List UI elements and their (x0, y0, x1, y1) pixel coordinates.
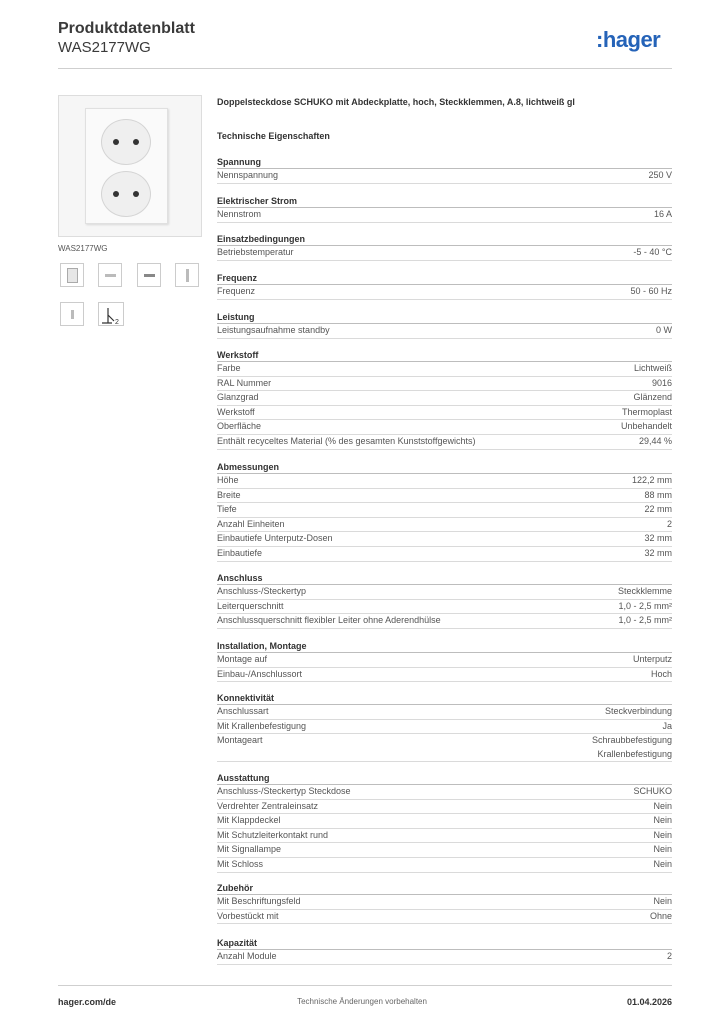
spec-key: Betriebstemperatur (217, 247, 294, 257)
spec-value: -5 - 40 °C (633, 247, 672, 257)
spec-key: Vorbestückt mit (217, 910, 279, 921)
spec-section (217, 772, 672, 873)
spec-row (217, 600, 672, 615)
spec-row (217, 406, 672, 421)
spec-value: Nein (653, 896, 672, 906)
spec-row (217, 391, 672, 406)
spec-row (217, 950, 672, 965)
technical-properties-heading: Technische Eigenschaften (217, 131, 330, 141)
spec-row (217, 208, 672, 223)
spec-row (217, 489, 672, 504)
spec-value: 50 - 60 Hz (630, 286, 672, 296)
spec-row (217, 503, 672, 518)
spec-section-title: Ausstattung (217, 772, 672, 785)
product-image (58, 95, 202, 237)
hager-logo-text: :hager (596, 27, 661, 52)
spec-section (217, 882, 672, 924)
socket-top (101, 119, 151, 165)
footer-disclaimer: Technische Änderungen vorbehalten (297, 997, 427, 1006)
spec-section (217, 349, 672, 450)
spec-value: Nein (653, 858, 672, 869)
spec-value: Ja (662, 720, 672, 731)
spec-key: Glanzgrad (217, 392, 259, 403)
spec-value: 16 A (653, 209, 672, 219)
spec-row (217, 246, 672, 261)
spec-key: Montage auf (217, 654, 268, 664)
spec-value: Unbehandelt (620, 421, 672, 432)
hager-logo (596, 26, 660, 54)
spec-section-title: Abmessungen (217, 461, 672, 474)
thumbnail-dimension-drawing[interactable] (175, 263, 199, 287)
spec-value: 1,0 - 2,5 mm² (618, 600, 672, 611)
thumbnail-wiring-diagram[interactable] (98, 302, 124, 326)
spec-value: Glänzend (633, 392, 672, 403)
spec-value: Lichtweiß (633, 363, 672, 373)
spec-section (217, 640, 672, 682)
spec-section (217, 272, 672, 300)
spec-value: 22 mm (644, 504, 672, 515)
spec-row (217, 614, 672, 629)
spec-key: Anschlussquerschnitt flexibler Leiter ohne Aderendhülse (217, 615, 441, 626)
spec-key: Höhe (217, 475, 239, 485)
spec-key: Einbau-/Anschlussort (217, 668, 303, 679)
spec-value: 0 W (655, 325, 672, 335)
spec-key: Werkstoff (217, 406, 255, 417)
spec-value: Steckverbindung (604, 706, 672, 716)
spec-key: Breite (217, 489, 241, 500)
spec-row (217, 362, 672, 377)
spec-value: 122,2 mm (631, 475, 672, 485)
spec-key: Mit Schutzleiterkontakt rund (217, 829, 329, 840)
spec-section (217, 311, 672, 339)
spec-value: Ohne (649, 910, 672, 921)
spec-value: Thermoplast (621, 406, 672, 417)
spec-key: Mit Signallampe (217, 844, 282, 855)
spec-key: Enthält recyceltes Material (% des gesamten Kunststoffgewichts) (217, 435, 476, 446)
thumbnail-front-view[interactable] (60, 263, 84, 287)
spec-row (217, 169, 672, 184)
spec-value: 250 V (648, 170, 672, 180)
spec-value: Nein (653, 800, 672, 811)
wiring-multiplier-label: 2 (115, 319, 119, 326)
spec-section-title: Anschluss (217, 572, 672, 585)
spec-section-title: Elektrischer Strom (217, 195, 672, 208)
spec-section-title: Einsatzbedingungen (217, 233, 672, 246)
header-divider (58, 68, 672, 69)
socket-pin (113, 191, 119, 197)
spec-section-title: Kapazität (217, 937, 672, 950)
spec-row (217, 420, 672, 435)
spec-row (217, 653, 672, 668)
spec-row (217, 377, 672, 392)
spec-key: Mit Schloss (217, 858, 264, 869)
spec-key: Anschlussart (217, 706, 269, 716)
spec-key: Oberfläche (217, 421, 262, 432)
spec-row (217, 910, 672, 925)
spec-key: Farbe (217, 363, 241, 373)
spec-row (217, 829, 672, 844)
socket-pin (133, 191, 139, 197)
product-description: Doppelsteckdose SCHUKO mit Abdeckplatte, hoch, Steckklemmen, A.8, lichtweiß gl (217, 97, 575, 107)
spec-key: Nennspannung (217, 170, 279, 180)
spec-value: Nein (653, 815, 672, 826)
spec-section-title: Installation, Montage (217, 640, 672, 653)
spec-row (217, 668, 672, 683)
socket-pin (133, 139, 139, 145)
spec-section (217, 692, 672, 762)
spec-section (217, 195, 672, 223)
thumbnail-top-view[interactable] (137, 263, 161, 287)
spec-value: Schraubbefestigung Krallenbefestigung (591, 735, 672, 759)
spec-section-title: Frequenz (217, 272, 672, 285)
spec-key: Einbautiefe Unterputz-Dosen (217, 533, 333, 544)
wiring-diagram-icon (99, 303, 125, 327)
spec-row (217, 705, 672, 720)
spec-section (217, 156, 672, 184)
spec-key: Mit Beschriftungsfeld (217, 896, 301, 906)
spec-row (217, 585, 672, 600)
spec-key: Mit Krallenbefestigung (217, 720, 307, 731)
spec-value: 88 mm (644, 489, 672, 500)
thumbnail-side-view[interactable] (98, 263, 122, 287)
socket-pin (113, 139, 119, 145)
spec-key: Leistungsaufnahme standby (217, 325, 330, 335)
spec-value: SCHUKO (633, 786, 672, 796)
spec-row (217, 474, 672, 489)
socket-bottom (101, 171, 151, 217)
product-image-caption: WAS2177WG (58, 244, 108, 253)
spec-row (217, 285, 672, 300)
spec-value: Steckklemme (617, 586, 672, 596)
spec-key: Anschluss-/Steckertyp Steckdose (217, 786, 351, 796)
spec-key: Montageart (217, 735, 263, 746)
spec-key: Anschluss-/Steckertyp (217, 586, 307, 596)
spec-section-title: Leistung (217, 311, 672, 324)
thumbnail-detail-drawing[interactable] (60, 302, 84, 326)
spec-row (217, 547, 672, 562)
spec-row (217, 324, 672, 339)
spec-value: 29,44 % (638, 435, 672, 446)
spec-section (217, 572, 672, 629)
spec-section-title: Konnektivität (217, 692, 672, 705)
spec-section-title: Spannung (217, 156, 672, 169)
spec-section-title: Zubehör (217, 882, 672, 895)
spec-row (217, 435, 672, 450)
product-code: WAS2177WG (58, 39, 151, 56)
spec-key: Anzahl Module (217, 951, 277, 961)
footer-date: 01.04.2026 (626, 997, 672, 1007)
spec-section (217, 937, 672, 965)
spec-value: 2 (666, 518, 672, 529)
spec-value: Hoch (650, 668, 672, 679)
spec-key: Leiterquerschnitt (217, 600, 284, 611)
spec-key: Verdrehter Zentraleinsatz (217, 800, 319, 811)
spec-key: Anzahl Einheiten (217, 518, 285, 529)
spec-value: 32 mm (644, 533, 672, 544)
spec-row (217, 814, 672, 829)
spec-key: Tiefe (217, 504, 237, 515)
spec-key: Frequenz (217, 286, 256, 296)
footer-divider (58, 985, 672, 986)
spec-value: Nein (653, 829, 672, 840)
spec-value: Nein (653, 844, 672, 855)
spec-value: 1,0 - 2,5 mm² (618, 615, 672, 626)
spec-row (217, 800, 672, 815)
spec-key: Nennstrom (217, 209, 262, 219)
spec-key: Mit Klappdeckel (217, 815, 281, 826)
spec-row (217, 843, 672, 858)
document-title: Produktdatenblatt (58, 20, 195, 37)
spec-value: 32 mm (644, 547, 672, 558)
spec-key: Einbautiefe (217, 547, 263, 558)
spec-row (217, 785, 672, 800)
spec-row (217, 720, 672, 735)
spec-value: 9016 (651, 377, 672, 388)
spec-row (217, 518, 672, 533)
socket-plate (85, 108, 168, 224)
spec-value: 2 (666, 951, 672, 961)
spec-key: RAL Nummer (217, 377, 272, 388)
spec-row (217, 532, 672, 547)
footer-website[interactable]: hager.com/de (58, 997, 117, 1007)
spec-section (217, 461, 672, 562)
spec-row (217, 895, 672, 910)
spec-value: Unterputz (632, 654, 672, 664)
spec-section-title: Werkstoff (217, 349, 672, 362)
spec-section (217, 233, 672, 261)
spec-row (217, 734, 672, 762)
spec-row (217, 858, 672, 873)
